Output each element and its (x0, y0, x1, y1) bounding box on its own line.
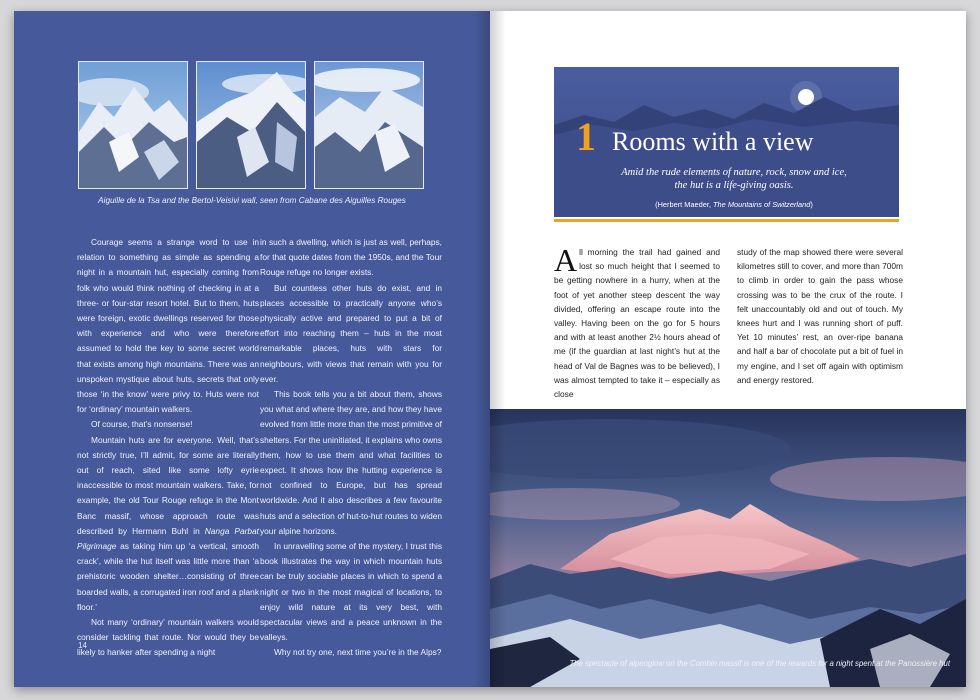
paragraph: This book tells you a bit about them, shows you what and where they are, and how they have evolved from little more than the most primitive of shelters. For the uninitiated, it explains who owns them, how to use them and what facilities to expect. It shows how the hutting experience is not confined to Europe, but has spread worldwide. And it also describes a few favourite huts and a selection of hut-to-hut routes to widen your alpine horizons. (260, 389, 442, 536)
book-spread (14, 11, 966, 687)
text-run: as taking him up ‘a vertical, smooth crack’, while the hut itself was little more than ‘a prehistoric wooden shelter…consisting of three boarded walls, a corrugated iron roof and a plank floor.’ (77, 541, 259, 612)
alpenglow-photo (490, 409, 966, 687)
peak-photo-3 (314, 61, 424, 189)
source-author: (Herbert Maeder, (655, 200, 714, 209)
orange-rule (554, 219, 899, 222)
page-number: 14 (78, 641, 87, 650)
paragraph: In unravelling some of the mystery, I trust this book illustrates the way in which mountain huts can be truly sociable places in which to spend a night or two in the most magical of locations, to enjoy wild nature at its very best, with spectacular views and a peace unknown in the valleys. (260, 541, 442, 643)
paragraph: study of the map showed there were several kilometres still to cover, and more than 700m to climb in order to gain the pass whose crossing was to be the crux of the route. I felt unaccountably old and out of touch. My knees hurt and I was running short of puff. Yet 10 minutes’ rest, an over-ripe banana and half a bar of chocolate put a bit of fuel in my engine, and I set off again with optimism and energy restored. (737, 247, 903, 385)
book-title: Nanga Parbat Pilgrimage (77, 525, 259, 552)
text-run: Mountain huts are for everyone. Well, that’s not strictly true, I’ll admit, for some are literally out of reach, sited like some lofty eyrie inaccessible to most mountain walkers. Take, for example, the old Tour Rouge refuge in the Mont Banc massif, whose approach route was described by Hermann Buhl in (77, 434, 259, 536)
epigraph-source (594, 200, 874, 209)
left-page (14, 11, 490, 687)
right-page (490, 11, 966, 687)
text-run: ll morning the trail had gained and lost so much height that I seemed to be getting nowhere in a hurry, when at the foot of yet another steep descent the way divided, offering an escape route into the valley. Having been on the go for 5 hours and with at least another 2½ hours ahead of me (if the guardian at last night’s hut at the head of Val de Bagnes was to be believed), I was almost tempted to take it – especially as close (554, 247, 720, 400)
epigraph (594, 166, 874, 192)
epigraph-line: the hut is a life-giving oasis. (674, 180, 794, 191)
chapter-title: Rooms with a view (612, 127, 814, 156)
thumbnail-caption: Aiguille de la Tsa and the Bertol-Veisivi wall, seen from Cabane des Aiguilles Rouges (98, 196, 406, 205)
paragraph (77, 433, 259, 615)
paragraph: in such a dwelling, which is just as well, perhaps, for that quote dates from the 1950s, and the Tour Rouge refuge no longer exists. (260, 237, 442, 278)
peak-photo-1 (78, 61, 188, 189)
paragraph: Not many ‘ordinary’ mountain walkers would consider tackling that route. Nor would they be likely to hanker after spending a night (77, 617, 259, 658)
peak-photo-2 (196, 61, 306, 189)
source-title: The Mountains of Switzerland (713, 200, 811, 209)
thumbnail-strip (78, 61, 424, 189)
paragraph: Courage seems a strange word to use in relation to something as simple as spending a night in a mountain hut, especially coming from folk who would think nothing of checking in at a three- or four-star resort hotel. But to them, huts were foreign, exotic dwellings reserved for those with experience and who were therefore assumed to hold the key to some secret world that exists among high mountains. There was an unspoken mystique about huts, secrets that only those ‘in the know’ were privy to. Huts were not for ‘ordinary’ mountain walkers. (77, 237, 259, 415)
paragraph: Of course, that’s nonsense! (91, 419, 193, 430)
paragraph: Why not try one, next time you’re in the Alps? (274, 647, 442, 658)
right-column-1 (554, 242, 720, 401)
left-column-2 (260, 235, 442, 661)
source-close: ) (810, 200, 813, 209)
paragraph (554, 242, 720, 401)
epigraph-line: Amid the rude elements of nature, rock, snow and ice, (621, 167, 847, 178)
chapter-banner (554, 67, 899, 217)
left-column-1 (77, 235, 259, 661)
right-column-2 (737, 245, 903, 387)
photo-caption: The spectacle of alpenglow on the Combin massif is one of the rewards for a night spent at the Panossière hut (569, 659, 950, 668)
drop-cap: A (554, 242, 578, 278)
chapter-number: 1 (576, 114, 596, 159)
paragraph: But countless other huts do exist, and in places accessible to practically anyone who’s physically active and prepared to put a bit of effort into reaching them – huts in the most remarkable places, huts with stars for neighbours, with views that remain with you for ever. (260, 282, 442, 384)
